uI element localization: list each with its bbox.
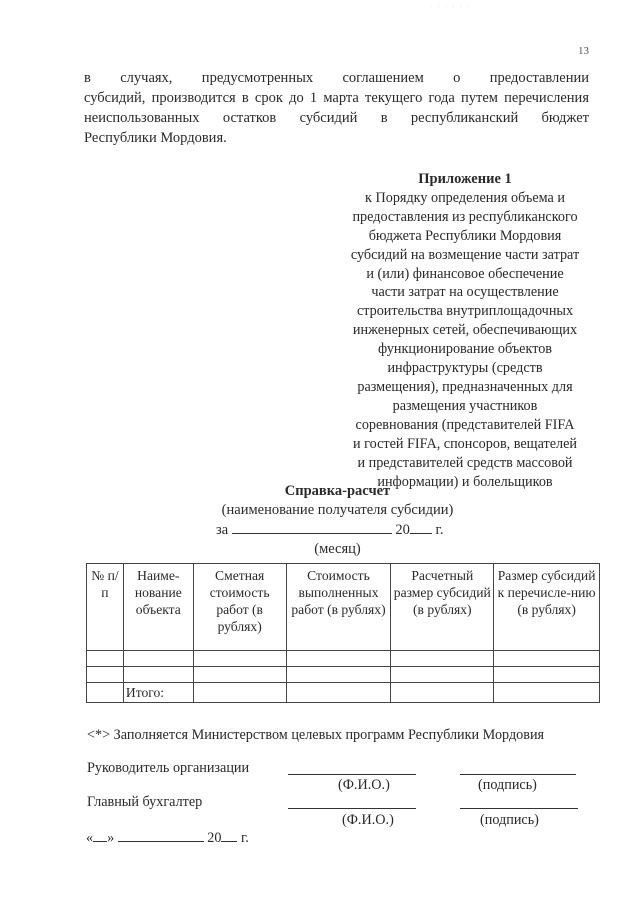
intro-line: Республики Мордовия. [84,130,227,146]
appendix-line: соревнования (представителей FIFA [355,416,575,433]
table-cell [391,651,494,667]
scan-artifacts: · · · · · · [430,4,472,10]
table-cell [193,667,286,683]
table-cell [494,683,600,703]
table-cell [87,667,124,683]
appendix-line: размещения участников [392,397,538,414]
appendix-line: инженерных сетей, обеспечивающих [352,322,578,339]
head-signature-caption: (подпись) [478,777,537,793]
table-cell [87,683,124,703]
calculation-table [86,563,600,703]
intro-line: в случаях, предусмотренных соглашением о предоставлении [84,70,589,86]
header-cell-calculated-subsidy: Расчетный размер субсидий (в рублях) [391,564,494,651]
head-fio-caption: (Ф.И.О.) [338,777,390,793]
date-line [86,828,249,847]
table-cell [193,683,286,703]
table-row [87,651,600,667]
day-blank-line [93,828,107,842]
table-cell [286,683,391,703]
appendix-line: к Порядку определения объема и [365,189,565,206]
table-cell [391,667,494,683]
table-cell [494,651,600,667]
accountant-fio-caption: (Ф.И.О.) [342,812,394,828]
date-year-prefix: 20 [207,830,222,846]
header-cell-object-name: Наиме-нование объекта [123,564,193,651]
table-header-row [87,564,600,651]
date-open-quote: « [86,830,94,846]
month-caption: (месяц) [314,541,361,557]
date-year-suffix: г. [241,830,249,846]
header-cell-number: № п/п [87,564,124,651]
head-fio-line [288,774,416,775]
accountant-fio-line [288,808,416,809]
period-year-prefix: 20 [395,522,410,538]
appendix-block [330,170,600,491]
year-blank-line [221,828,237,842]
spravka-heading [200,482,475,559]
chief-accountant-label: Главный бухгалтер [87,794,203,810]
appendix-line: и гостей FIFA, спонсоров, вещателей [353,435,577,452]
table-total-row [87,683,600,703]
period-year-suffix: г. [435,522,444,538]
head-signature-line [460,774,576,775]
intro-line: неиспользованных остатков субсидий в республиканский бюджет [84,110,589,126]
appendix-line: информации) и болельщиков [377,473,553,490]
intro-paragraph [84,68,589,148]
head-of-organization-label: Руководитель организации [87,760,250,776]
date-close-quote: » [107,830,115,846]
total-label: Итого: [123,683,193,703]
table-row [87,667,600,683]
appendix-line: предоставления из республиканского [352,208,578,225]
table-cell [391,683,494,703]
table-cell [123,651,193,667]
table-cell [193,651,286,667]
appendix-line: части затрат на осуществление [371,284,559,301]
year-blank-line [410,520,432,534]
appendix-line: функционирование объектов [377,341,552,358]
page-number: 13 [578,45,589,57]
intro-line: субсидий, производится в срок до 1 марта текущего года путем перечисления [84,90,589,106]
month-blank-line [118,828,204,842]
period-prefix: за [216,522,229,538]
appendix-line: бюджета Республики Мордовия [368,227,562,244]
table-cell [286,651,391,667]
appendix-line: и представителей средств массовой [357,454,573,471]
appendix-line: размещения), предназначенных для [357,378,573,395]
accountant-signature-line [460,808,578,809]
month-blank-line [232,520,392,534]
recipient-caption: (наименование получателя субсидии) [221,502,454,518]
header-cell-estimated-cost: Сметная стоимость работ (в рублях) [193,564,286,651]
footnote: <*> Заполняется Министерством целевых программ Республики Мордовия [87,727,545,743]
appendix-line: инфраструктуры (средств [387,360,543,377]
header-cell-completed-cost: Стоимость выполненных работ (в рублях) [286,564,391,651]
appendix-line: и (или) финансовое обеспечение [366,265,564,282]
table-cell [123,667,193,683]
appendix-line: субсидий на возмещение части затрат [350,246,580,263]
spravka-title: Справка-расчет [284,483,391,499]
table-cell [286,667,391,683]
period-line [200,520,475,540]
header-cell-subsidy-to-transfer: Размер субсидий к перечисле-нию (в рублях) [494,564,600,651]
table-cell [494,667,600,683]
appendix-line: строительства внутриплощадочных [356,303,574,320]
appendix-title: Приложение 1 [418,171,512,187]
accountant-signature-caption: (подпись) [480,812,539,828]
table-cell [87,651,124,667]
